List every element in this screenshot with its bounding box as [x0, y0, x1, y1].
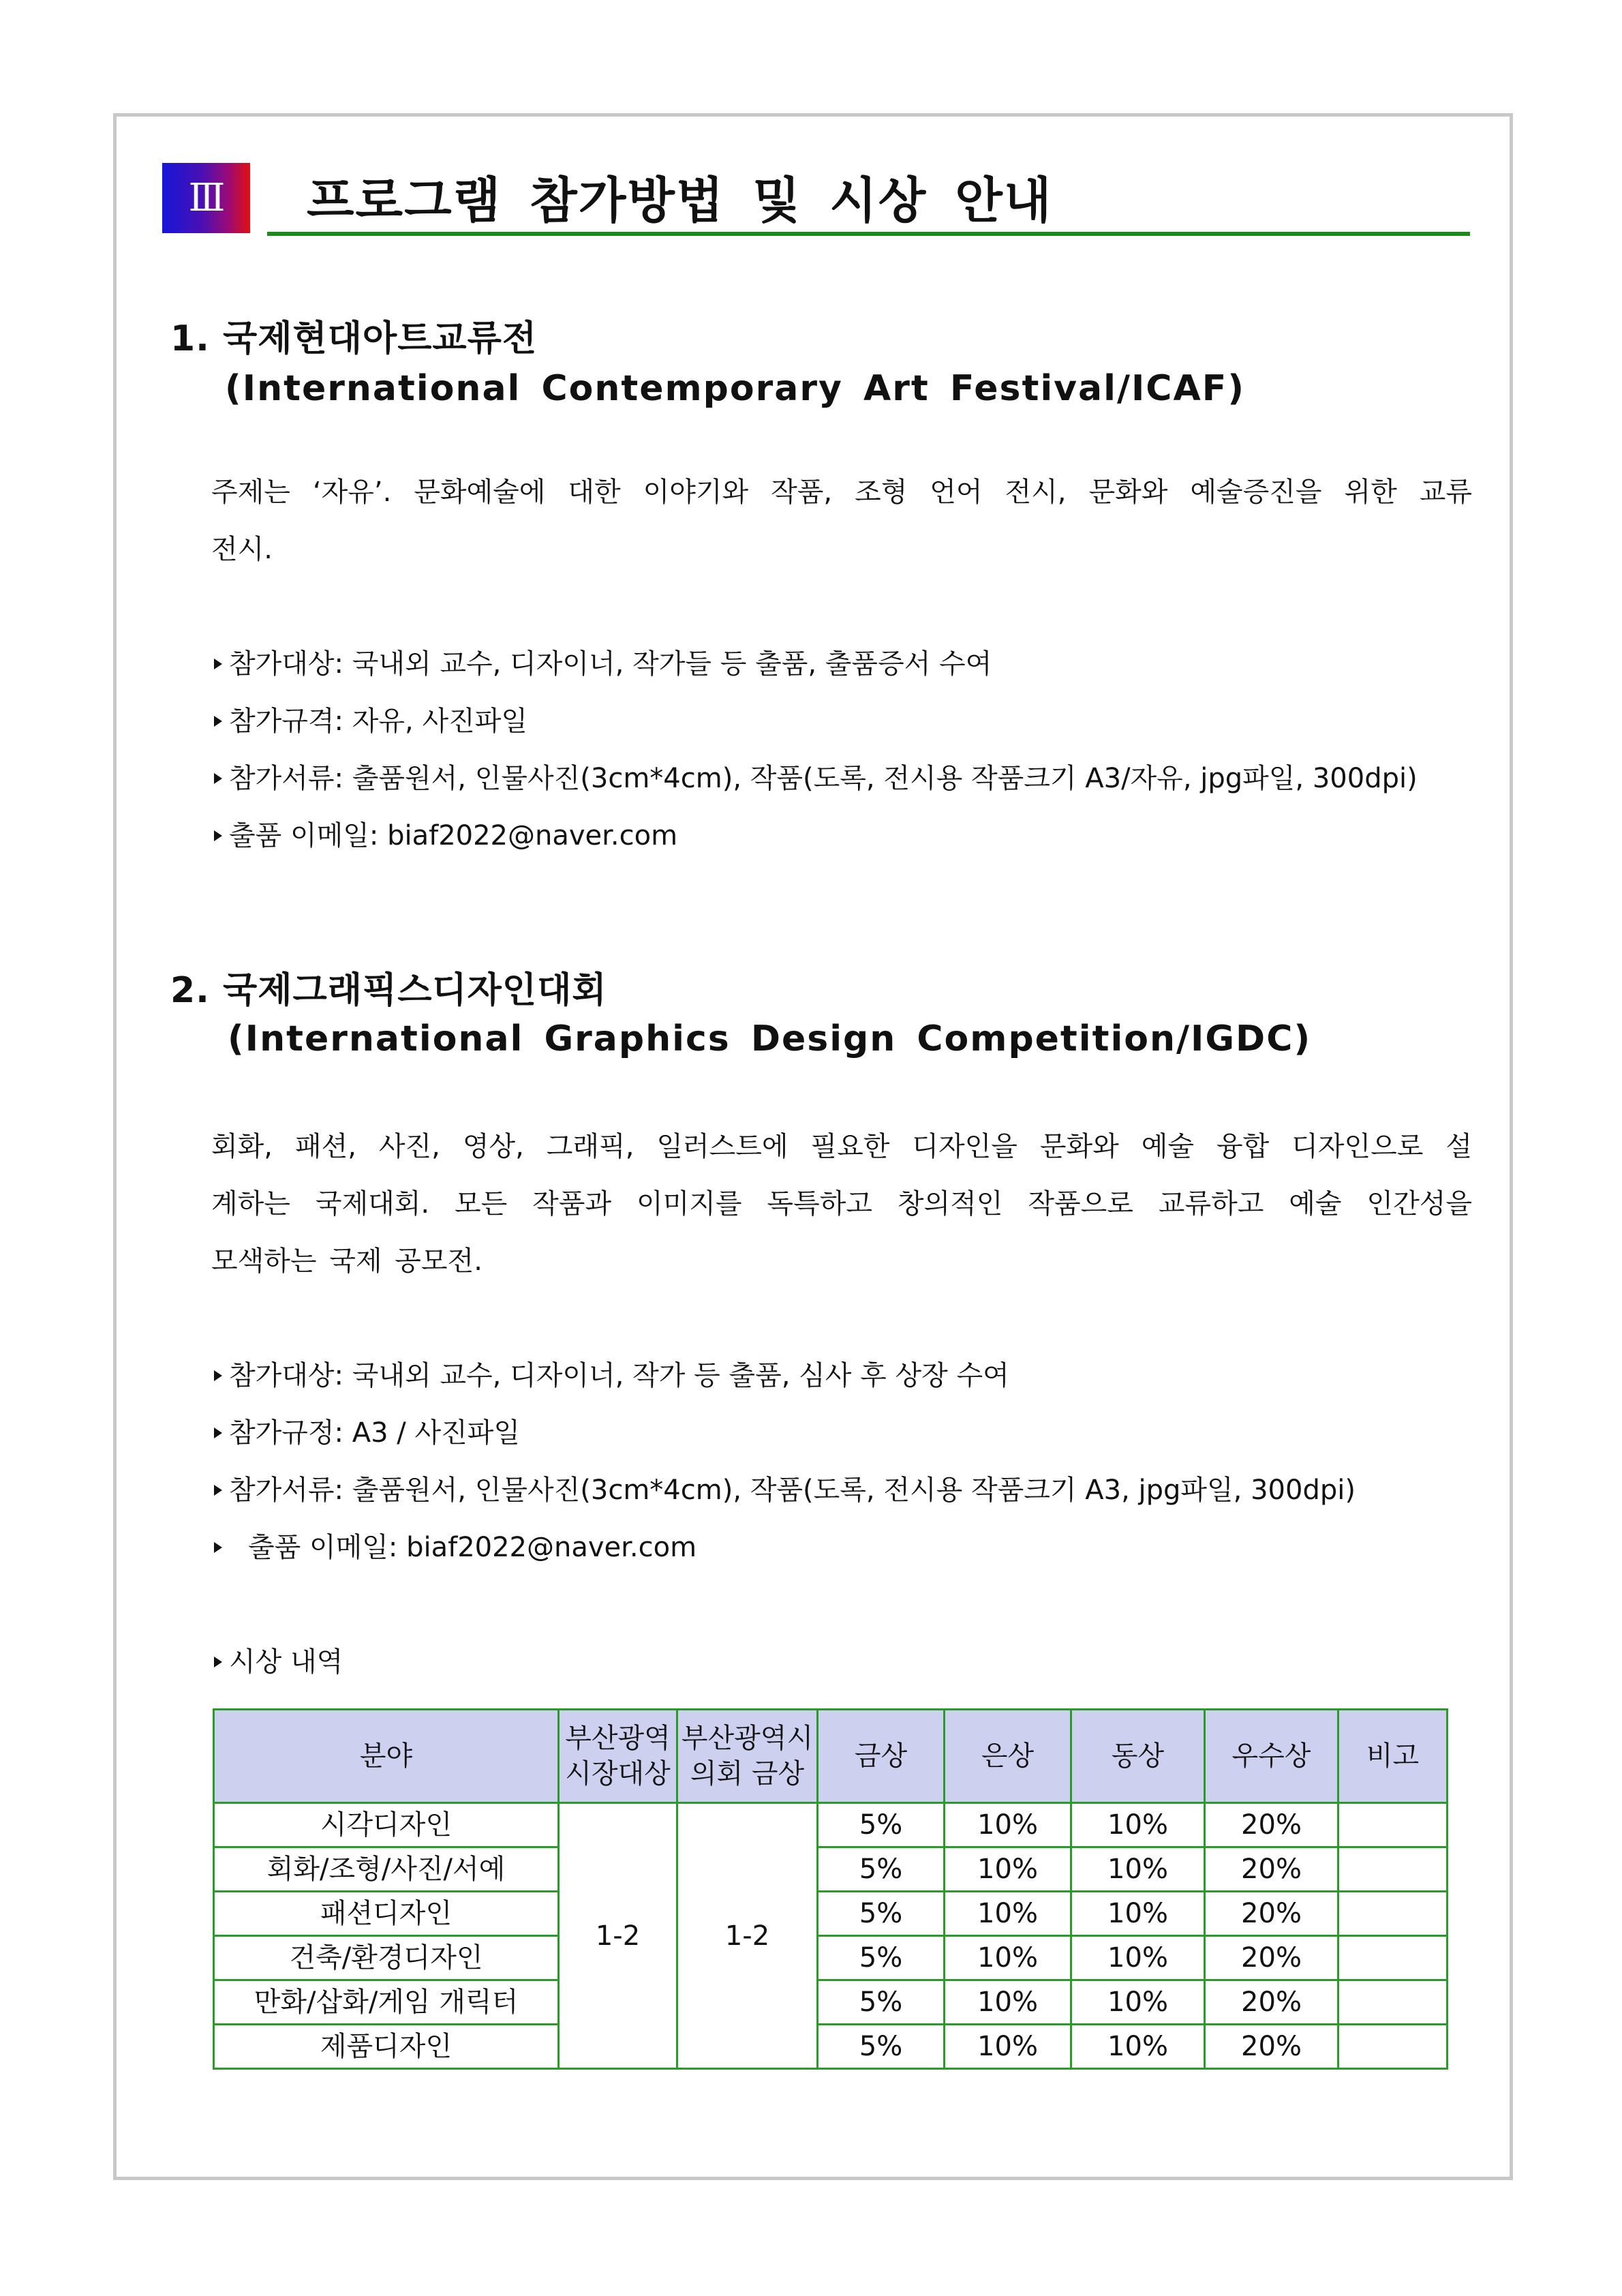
- bullet-triangle-icon: [214, 659, 222, 669]
- bullet-triangle-icon: [214, 1657, 222, 1667]
- cell-council-count: 1-2: [677, 1803, 818, 2069]
- cell-merit: 20%: [1205, 1892, 1338, 1936]
- cell-gold: 5%: [818, 1980, 945, 2025]
- cell-field: 패션디자인: [214, 1892, 559, 1936]
- cell-field: 제품디자인: [214, 2025, 559, 2069]
- email-text: 출품 이메일: biaf2022@naver.com: [229, 820, 678, 851]
- section2-description-line2: 계하는 국제대회. 모든 작품과 이미지를 독특하고 창의적인 작품으로 교류하고 예술 인간성을: [211, 1188, 1472, 1220]
- cell-field: 건축/환경디자인: [214, 1936, 559, 1980]
- list-item: 참가대상: 국내외 교수, 디자이너, 작가 등 출품, 심사 후 상장 수여: [214, 1347, 1495, 1404]
- email-text: 출품 이메일: biaf2022@naver.com: [248, 1532, 697, 1563]
- header-silver: 은상: [945, 1710, 1071, 1803]
- list-item: [214, 807, 1495, 864]
- cell-silver: 10%: [945, 1980, 1071, 2025]
- cell-merit: 20%: [1205, 1803, 1338, 1847]
- awards-table: [213, 1708, 1448, 2070]
- section1-description-line1: 주제는 ‘자유’. 문화예술에 대한 이야기와 작품, 조형 언어 전시, 문화와 예술증진을 위한 교류: [211, 477, 1472, 508]
- table-row: [214, 1936, 1448, 1980]
- cell-note: [1338, 1847, 1448, 1892]
- bullet-triangle-icon: [214, 1428, 222, 1438]
- cell-gold: 5%: [818, 1847, 945, 1892]
- list-item: [214, 1519, 1495, 1576]
- cell-silver: 10%: [945, 1892, 1071, 1936]
- section1-title: 1. 국제현대아트교류전: [170, 318, 538, 359]
- cell-mayor-count: 1-2: [559, 1803, 677, 2069]
- cell-merit: 20%: [1205, 1936, 1338, 1980]
- cell-note: [1338, 1936, 1448, 1980]
- title-underline: [267, 232, 1470, 236]
- table-row: [214, 1803, 1448, 1847]
- section1-description-line2: 전시.: [211, 534, 273, 565]
- cell-bronze: 10%: [1071, 1892, 1205, 1936]
- bullet-triangle-icon: [214, 1542, 222, 1553]
- cell-bronze: 10%: [1071, 1936, 1205, 1980]
- bullet-triangle-icon: [214, 830, 222, 841]
- header-bronze: 동상: [1071, 1710, 1205, 1803]
- cell-field: 시각디자인: [214, 1803, 559, 1847]
- cell-silver: 10%: [945, 1847, 1071, 1892]
- section2-subtitle: (International Graphics Design Competition/IGDC): [228, 1018, 1312, 1059]
- table-row: [214, 1980, 1448, 2025]
- awards-heading-list: [214, 1633, 1495, 1691]
- cell-note: [1338, 1892, 1448, 1936]
- cell-silver: 10%: [945, 2025, 1071, 2069]
- table-row: [214, 1892, 1448, 1936]
- section2-description-line3: 모색하는 국제 공모전.: [211, 1245, 483, 1277]
- cell-gold: 5%: [818, 2025, 945, 2069]
- cell-field: 만화/삽화/게임 개릭터: [214, 1980, 559, 2025]
- cell-note: [1338, 2025, 1448, 2069]
- table-row: [214, 1847, 1448, 1892]
- cell-bronze: 10%: [1071, 1847, 1205, 1892]
- list-item: 참가규정: A3 / 사진파일: [214, 1404, 1495, 1462]
- cell-silver: 10%: [945, 1803, 1071, 1847]
- cell-bronze: 10%: [1071, 2025, 1205, 2069]
- list-item: 참가규격: 자유, 사진파일: [214, 693, 1495, 750]
- header-field: 분야: [214, 1710, 559, 1803]
- cell-gold: 5%: [818, 1936, 945, 1980]
- list-item: 참가대상: 국내외 교수, 디자이너, 작가들 등 출품, 출품증서 수여: [214, 635, 1495, 693]
- cell-bronze: 10%: [1071, 1803, 1205, 1847]
- cell-note: [1338, 1980, 1448, 2025]
- awards-heading: 시상 내역: [214, 1633, 1495, 1691]
- bullet-triangle-icon: [214, 1370, 222, 1381]
- bullet-triangle-icon: [214, 773, 222, 784]
- list-item: 참가서류: 출품원서, 인물사진(3cm*4cm), 작품(도록, 전시용 작품크기 A3, jpg파일, 300dpi): [214, 1462, 1495, 1519]
- cell-merit: 20%: [1205, 1980, 1338, 2025]
- header-gold: 금상: [818, 1710, 945, 1803]
- section2-bullet-list: [214, 1347, 1495, 1576]
- list-item: 참가서류: 출품원서, 인물사진(3cm*4cm), 작품(도록, 전시용 작품크기 A3/자유, jpg파일, 300dpi): [214, 750, 1495, 807]
- section2-title: 2. 국제그래픽스디자인대회: [170, 970, 607, 1011]
- bullet-triangle-icon: [214, 1485, 222, 1496]
- table-header-row: [214, 1710, 1448, 1803]
- section2-description-line1: 회화, 패션, 사진, 영상, 그래픽, 일러스트에 필요한 디자인을 문화와 예술 융합 디자인으로 설: [211, 1131, 1472, 1162]
- cell-gold: 5%: [818, 1803, 945, 1847]
- cell-merit: 20%: [1205, 2025, 1338, 2069]
- bullet-triangle-icon: [214, 716, 222, 727]
- table-row: [214, 2025, 1448, 2069]
- cell-merit: 20%: [1205, 1847, 1338, 1892]
- cell-silver: 10%: [945, 1936, 1071, 1980]
- header-council-award: 부산광역시 의회 금상: [677, 1710, 818, 1803]
- cell-gold: 5%: [818, 1892, 945, 1936]
- section1-bullet-list: [214, 635, 1495, 864]
- cell-note: [1338, 1803, 1448, 1847]
- chapter-badge: Ⅲ: [162, 163, 250, 233]
- section1-subtitle: (International Contemporary Art Festival/ICAF): [225, 368, 1246, 409]
- cell-field: 회화/조형/사진/서예: [214, 1847, 559, 1892]
- page-title: 프로그램 참가방법 및 시상 안내: [307, 172, 1053, 229]
- cell-bronze: 10%: [1071, 1980, 1205, 2025]
- header-merit: 우수상: [1205, 1710, 1338, 1803]
- header-mayor-award: 부산광역 시장대상: [559, 1710, 677, 1803]
- header-note: 비고: [1338, 1710, 1448, 1803]
